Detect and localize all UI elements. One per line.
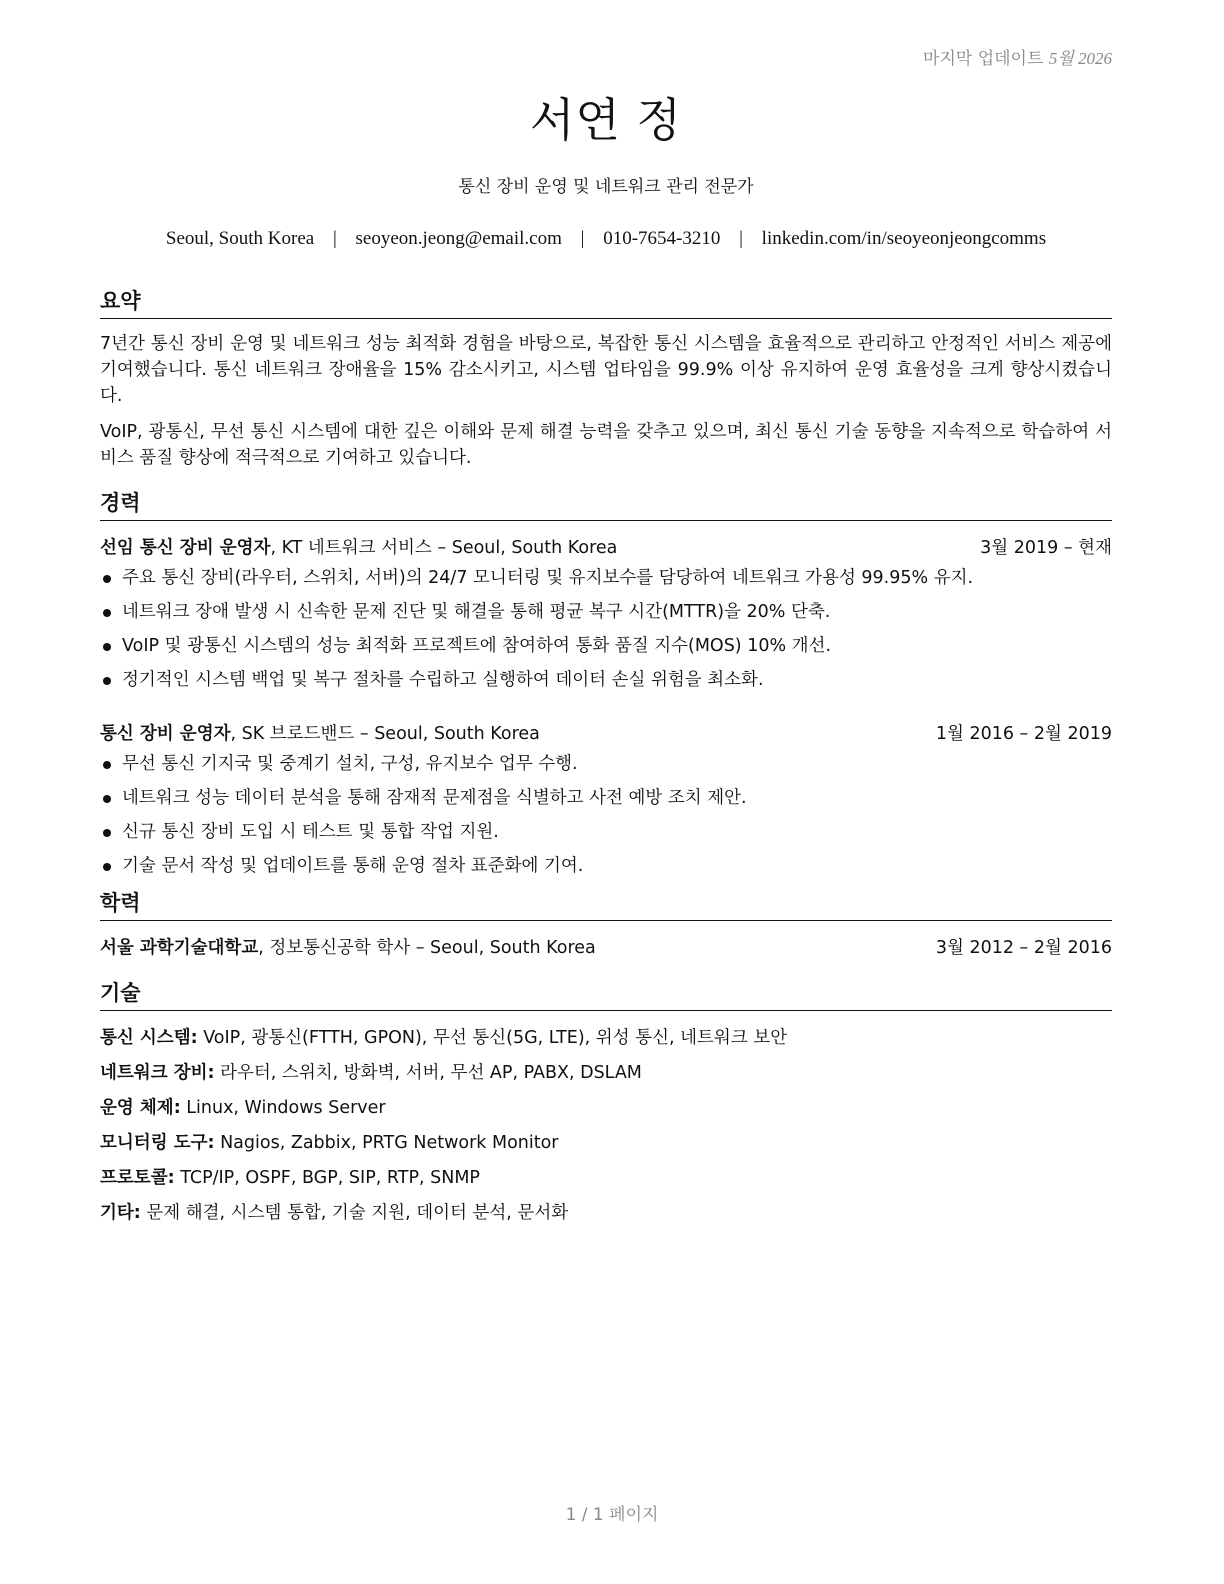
last-updated [923, 44, 1112, 69]
job-bullet: 네트워크 장애 발생 시 신속한 문제 진단 및 해결을 통해 평균 복구 시간(MTTR)을 20% 단축. [100, 599, 1112, 625]
section-title-skills: 기술 [100, 979, 1112, 1011]
skill-label: 모니터링 도구: [100, 1133, 215, 1153]
job-bullet: 기술 문서 작성 및 업데이트를 통해 운영 절차 표준화에 기여. [100, 853, 1112, 879]
job-entry-header [100, 721, 1112, 747]
job-bullet: 네트워크 성능 데이터 분석을 통해 잠재적 문제점을 식별하고 사전 예방 조치 제안. [100, 785, 1112, 811]
education-entry [100, 935, 1112, 961]
person-name: 서연 정 [530, 93, 682, 147]
skill-value: 문제 해결, 시스템 통합, 기술 지원, 데이터 분석, 문서화 [140, 1203, 569, 1223]
job-org: , SK 브로드밴드 – Seoul, South Korea [230, 724, 540, 744]
last-updated-label: 마지막 업데이트 [923, 49, 1044, 69]
school-name: 서울 과학기술대학교 [100, 938, 259, 958]
job-role: 선임 통신 장비 운영자 [100, 538, 271, 558]
job-bullet: 주요 통신 장비(라우터, 스위치, 서버)의 24/7 모니터링 및 유지보수를 담당하여 네트워크 가용성 99.95% 유지. [100, 565, 1112, 591]
job-bullet: 정기적인 시스템 백업 및 복구 절차를 수립하고 실행하여 데이터 손실 위험을 최소화. [100, 667, 1112, 693]
skill-value: Nagios, Zabbix, PRTG Network Monitor [214, 1133, 559, 1153]
page-indicator: 1 / 1 페이지 [565, 1505, 659, 1525]
section-title-summary: 요약 [100, 287, 1112, 319]
job-dates: 3월 2019 – 현재 [980, 538, 1112, 558]
job-bullets [100, 751, 1112, 879]
job-role: 통신 장비 운영자 [100, 724, 231, 744]
skill-value: VoIP, 광통신(FTTH, GPON), 무선 통신(5G, LTE), 위성 통신, 네트워크 보안 [197, 1028, 788, 1048]
job-org: , KT 네트워크 서비스 – Seoul, South Korea [270, 538, 618, 558]
job-entry-header [100, 535, 1112, 561]
job-bullets [100, 565, 1112, 693]
skill-row [100, 1095, 1112, 1121]
skill-label: 기타: [100, 1203, 141, 1223]
skill-label: 네트워크 장비: [100, 1063, 215, 1083]
skill-label: 운영 체제: [100, 1098, 181, 1118]
education-dates: 3월 2012 – 2월 2016 [935, 938, 1112, 958]
skill-label: 통신 시스템: [100, 1028, 198, 1048]
contact-location: Seoul, South Korea [165, 228, 315, 249]
job-bullet: VoIP 및 광통신 시스템의 성능 최적화 프로젝트에 참여하여 통화 품질 지수(MOS) 10% 개선. [100, 633, 1112, 659]
skill-value: TCP/IP, OSPF, BGP, SIP, RTP, SNMP [174, 1168, 480, 1188]
contact-linkedin[interactable]: linkedin.com/in/seoyeonjeongcomms [761, 228, 1047, 249]
summary-paragraph: VoIP, 광통신, 무선 통신 시스템에 대한 깊은 이해와 문제 해결 능력을 갖추고 있으며, 최신 통신 기술 동향을 지속적으로 학습하여 서비스 품질 향상에 적극적으로 기여하고 있습니다. [100, 422, 1112, 468]
contact-separator: | [580, 228, 585, 249]
skill-row [100, 1165, 1112, 1191]
section-title-education: 학력 [100, 889, 1112, 921]
skill-value: Linux, Windows Server [180, 1098, 386, 1118]
section-title-experience: 경력 [100, 489, 1112, 521]
last-updated-date: 5월 2026 [1048, 49, 1112, 68]
job-tagline: 통신 장비 운영 및 네트워크 관리 전문가 [458, 177, 754, 197]
job-bullet: 신규 통신 장비 도입 시 테스트 및 통합 작업 지원. [100, 819, 1112, 845]
skill-row [100, 1060, 1112, 1086]
job-bullet: 무선 통신 기지국 및 중계기 설치, 구성, 유지보수 업무 수행. [100, 751, 1112, 777]
skill-row [100, 1025, 1112, 1051]
contact-separator: | [739, 228, 743, 249]
degree-detail: , 정보통신공학 학사 – Seoul, South Korea [258, 938, 596, 958]
skills-list [100, 1025, 1112, 1226]
job-dates: 1월 2016 – 2월 2019 [935, 724, 1112, 744]
skill-row [100, 1200, 1112, 1226]
skill-row [100, 1130, 1112, 1156]
contact-line [100, 227, 1112, 251]
skill-value: 라우터, 스위치, 방화벽, 서버, 무선 AP, PABX, DSLAM [214, 1063, 642, 1083]
summary-paragraph: 7년간 통신 장비 운영 및 네트워크 성능 최적화 경험을 바탕으로, 복잡한 통신 시스템을 효율적으로 관리하고 안정적인 서비스 제공에 기여했습니다. 통신 네트워크 장애율을 15% 감소시키고, 시스템 업타임을 99.9% 이상 유지하여 운영 효율성을 크게 향상시켰습니다. [100, 334, 1112, 406]
resume-page [100, 80, 1112, 1235]
contact-separator: | [332, 228, 337, 249]
contact-email[interactable]: seoyeon.jeong@email.com [355, 228, 562, 249]
contact-phone: 010-7654-3210 [603, 228, 721, 249]
skill-label: 프로토콜: [100, 1168, 175, 1188]
